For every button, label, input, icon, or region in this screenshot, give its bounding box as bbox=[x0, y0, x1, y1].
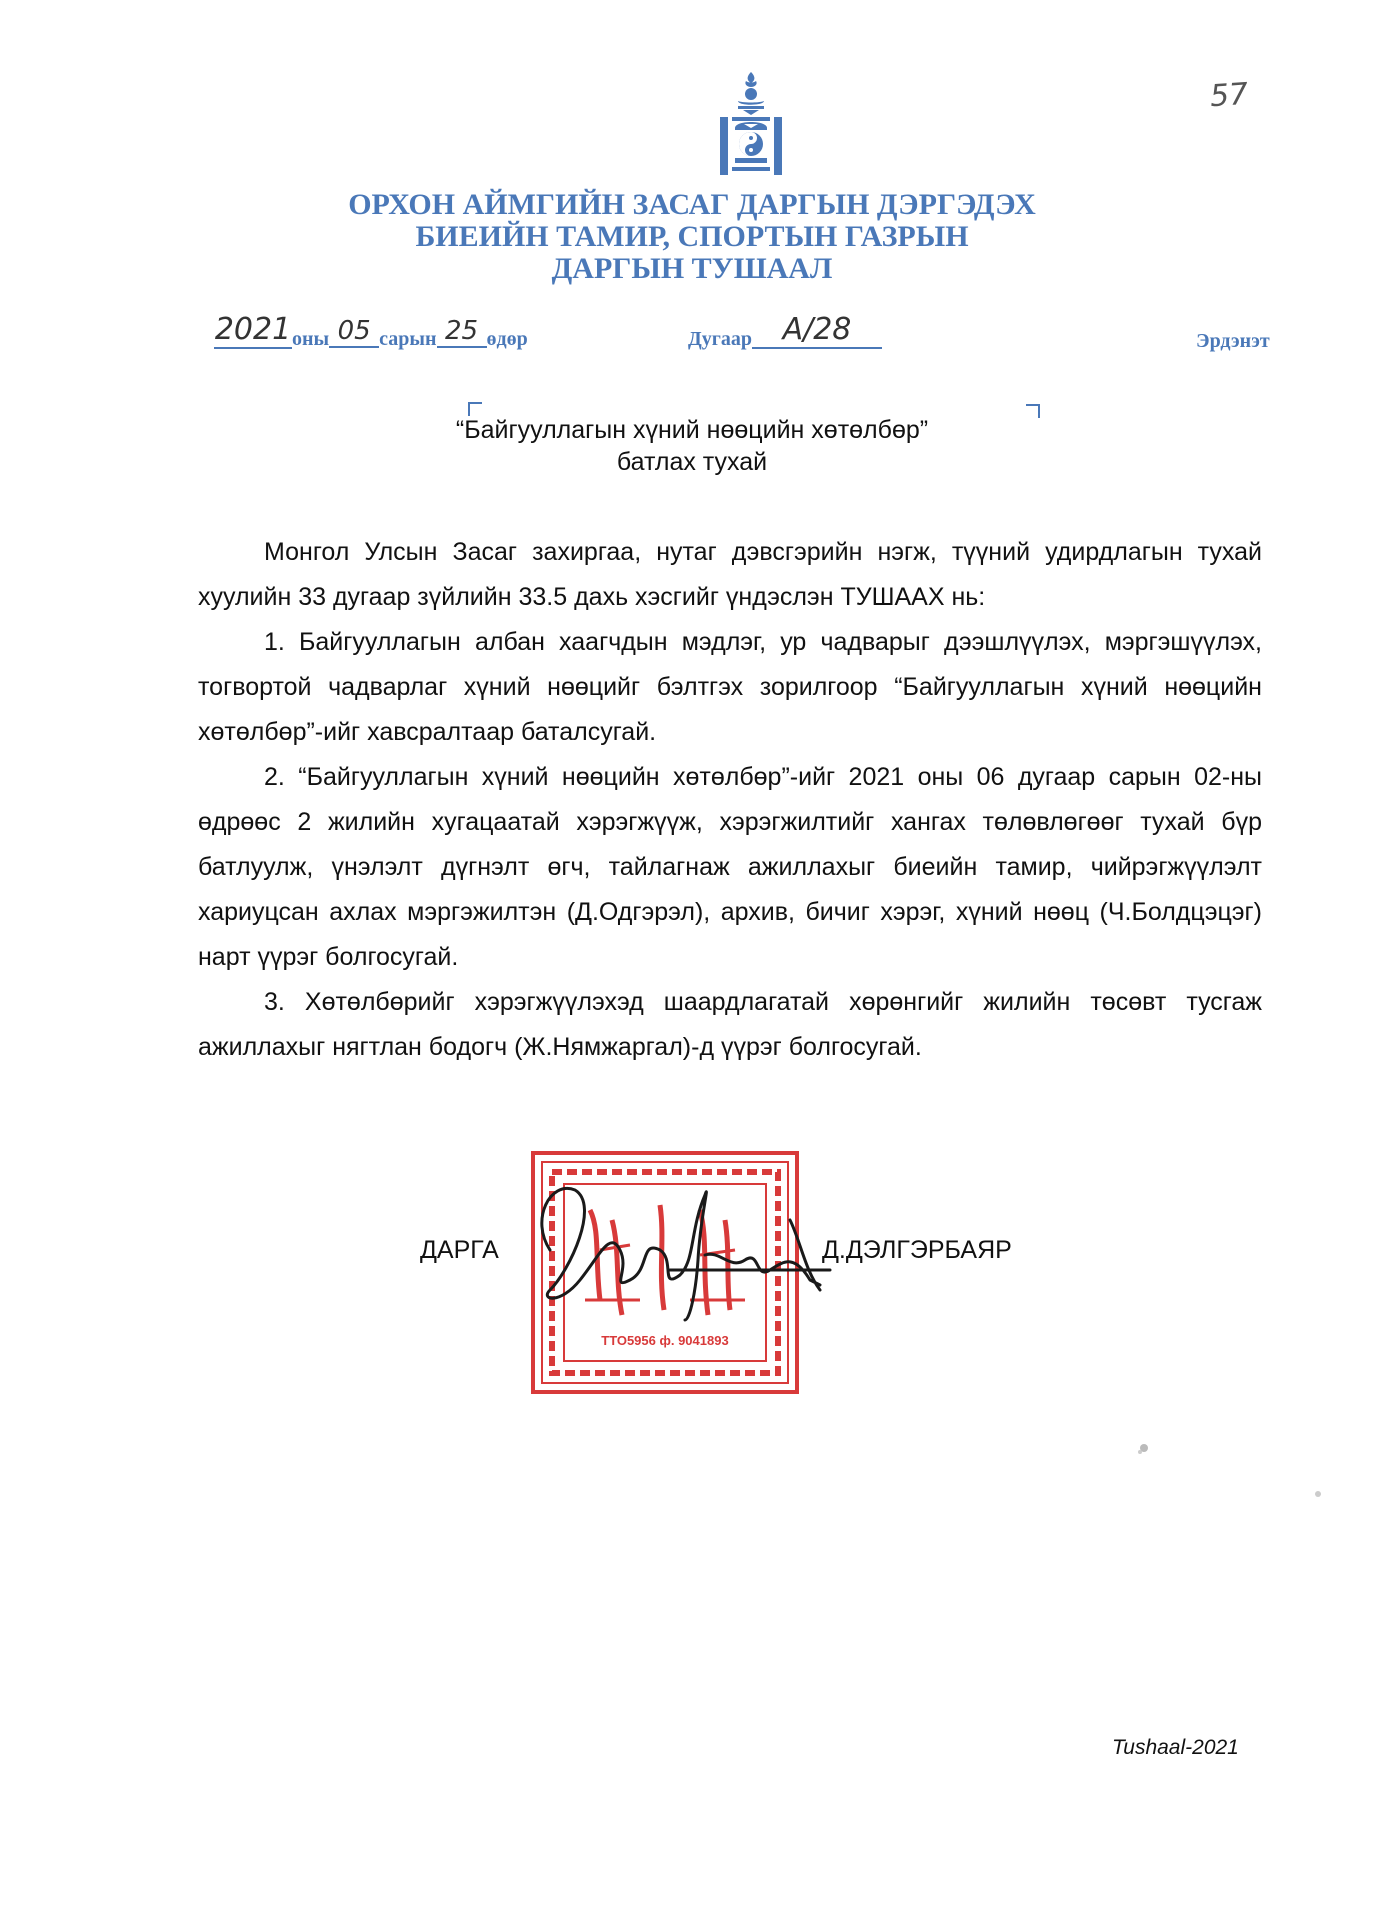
signatory-name: Д.ДЭЛГЭРБАЯР bbox=[822, 1236, 1012, 1264]
date-month: 05 bbox=[329, 316, 379, 348]
signatory-title: ДАРГА bbox=[420, 1236, 499, 1264]
body-item-3: 3. Хөтөлбөрийг хэрэгжүүлэхэд шаардлагатай хөрөнгийг жилийн төсөвт тусгаж ажиллахыг нягтлан бодогч (Ж.Нямжаргал)-д үүрэг болгосугай. bbox=[198, 988, 1262, 1061]
scan-smudge-icon bbox=[1134, 1438, 1154, 1458]
date-year: 2021 bbox=[214, 312, 292, 347]
header-line-1: ОРХОН АЙМГИЙН ЗАСАГ ДАРГЫН ДЭРГЭДЭХ bbox=[348, 188, 1036, 221]
soyombo-emblem-icon bbox=[716, 70, 786, 175]
page-number: 57 bbox=[1208, 76, 1250, 115]
body-intro: Монгол Улсын Засаг захиргаа, нутаг дэвсгэрийн нэгж, түүний удирдлагын тухай хуулийн 33 дугаар зүйлийн 33.5 дахь хэсгийг үндэслэн ТУШААХ нь: bbox=[198, 538, 1262, 611]
order-body bbox=[198, 530, 1262, 1070]
date-day-suffix: өдөр bbox=[486, 328, 528, 350]
order-date bbox=[214, 312, 528, 355]
subject-line-2: батлах тухай bbox=[616, 448, 768, 476]
order-number-label: Дугаар bbox=[688, 328, 752, 350]
order-number bbox=[688, 312, 882, 355]
date-year-suffix: оны bbox=[292, 328, 330, 350]
subject-line-1: “Байгууллагын хүний нөөцийн хөтөлбөр” bbox=[455, 416, 929, 444]
body-item-1: 1. Байгууллагын албан хаагчдын мэдлэг, ур чадварыг дээшлүүлэх, мэргэшүүлэх, тогвортой чадварлаг хүний нөөцийг бэлтгэх зорилгоор “Байгууллагын хүний нөөцийн хөтөлбөр”-ийг хавсралтаар баталсугай. bbox=[198, 628, 1262, 746]
date-month-suffix: сарын bbox=[379, 328, 437, 350]
order-number-value: А/28 bbox=[752, 312, 882, 349]
header-line-2: БИЕИЙН ТАМИР, СПОРТЫН ГАЗРЫН bbox=[415, 220, 969, 253]
handwritten-signature bbox=[520, 1160, 840, 1330]
date-day: 25 bbox=[437, 316, 487, 348]
body-item-2: 2. “Байгууллагын хүний нөөцийн хөтөлбөр”-ийг 2021 оны 06 дугаар сарын 02-ны өдрөөс 2 жилийн хугацаатай хэрэгжүүж, хэрэгжилтийг хангах төлөвлөгөөг тухай бүр батлуулж, үнэлэлт дүгнэлт өгч, тайлагнаж ажиллахыг биеийн тамир, чийрэгжүүлэлт хариуцсан ахлах мэргэжилтэн (Д.Одгэрэл), архив, бичиг хэрэг, хүний нөөц (Ч.Болдцэцэг) нарт үүрэг болгосугай. bbox=[198, 763, 1262, 971]
stamp-code: ТТО5956 ф. 9041893 bbox=[601, 1333, 729, 1348]
scan-smudge-icon bbox=[1308, 1484, 1328, 1504]
header-line-3: ДАРГЫН ТУШААЛ bbox=[551, 252, 833, 285]
footer-file-label: Tushaal-2021 bbox=[1112, 1736, 1239, 1759]
city: Эрдэнэт bbox=[1196, 330, 1270, 352]
